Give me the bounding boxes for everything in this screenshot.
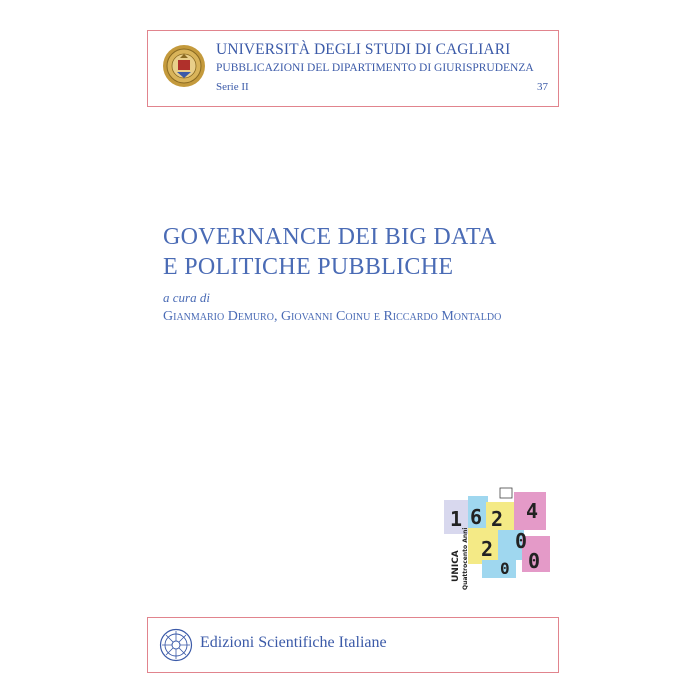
university-seal-icon [162, 44, 206, 88]
series-number: 37 [537, 81, 548, 93]
editors-list: Gianmario Demuro, Giovanni Coinu e Riccardo Montaldo [163, 309, 502, 324]
digit-2: 6 [470, 505, 483, 529]
digit-6: 2 [481, 537, 494, 561]
title-line-1: GOVERNANCE DEI BIG DATA [163, 224, 497, 250]
university-name: UNIVERSITÀ DEGLI STUDI DI CAGLIARI [216, 41, 511, 58]
publisher-logo-icon [159, 628, 193, 662]
digit-4: 4 [526, 499, 539, 523]
title-line-2: E POLITICHE PUBBLICHE [163, 254, 454, 280]
digit-3: 2 [491, 507, 504, 531]
series-header [147, 30, 559, 107]
publisher-footer [147, 617, 559, 673]
anniversary-subtitle: Quattrocento Anni [462, 527, 469, 590]
curated-by-label: a cura di [163, 290, 210, 305]
digit-7: 0 [528, 549, 541, 573]
publisher-name: Edizioni Scientifiche Italiane [200, 634, 387, 651]
book-title [163, 222, 497, 282]
department-name: PUBBLICAZIONI DEL DIPARTIMENTO DI GIURISPRUDENZA [216, 62, 534, 74]
digit-1: 1 [450, 507, 463, 531]
anniversary-logo [438, 486, 560, 596]
series-label: Serie II [216, 81, 249, 93]
digit-5: 0 [515, 529, 528, 553]
unica-label: UNICA [451, 550, 461, 582]
digit-8: 0 [500, 559, 510, 578]
